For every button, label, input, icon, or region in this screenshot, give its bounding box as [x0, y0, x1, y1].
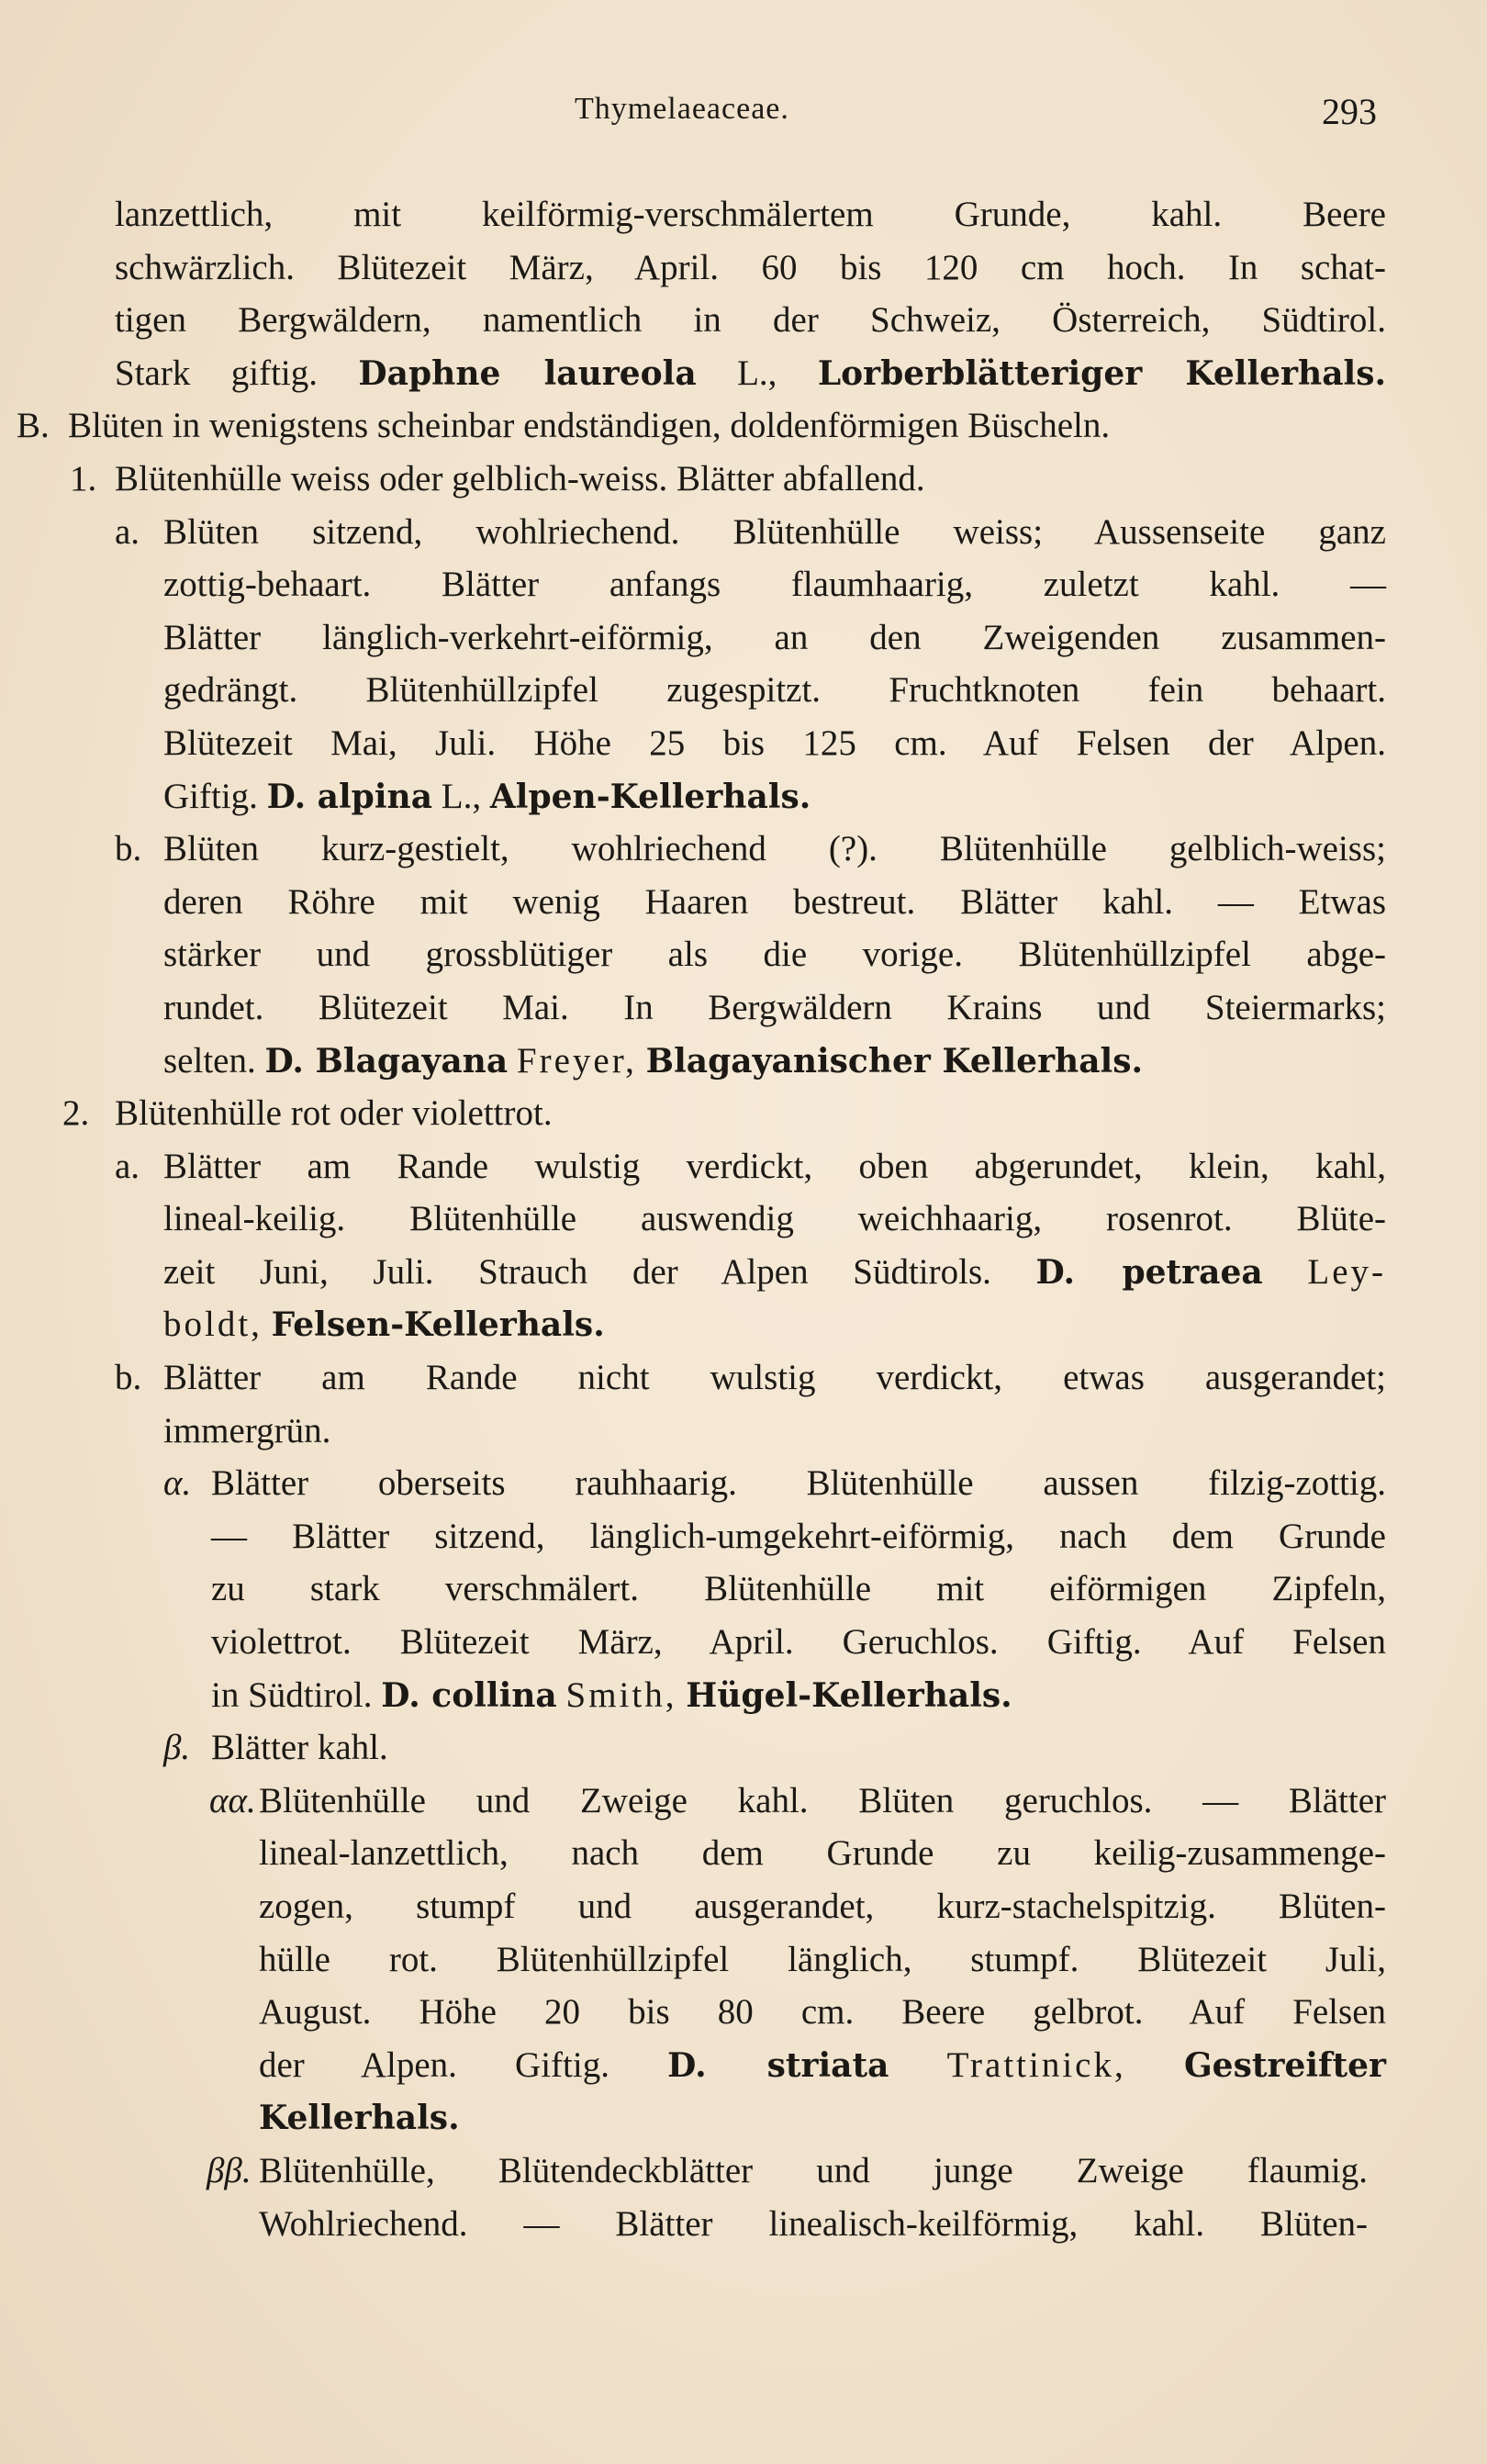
running-title: Thymelaeaceae.: [575, 92, 789, 126]
text-run: Blätter kahl.: [211, 1728, 388, 1768]
text-run: der Alpen. Giftig.: [259, 2044, 609, 2085]
key-line: [115, 823, 1386, 876]
text-line: [259, 2039, 1386, 2092]
text-line: [163, 664, 1386, 717]
text-run: Blüten in wenigstens scheinbar endständigen, doldenförmigen Büscheln.: [68, 406, 1111, 446]
text-run: zogen, stumpf und ausgerandet, kurz-stachelspitzig. Blüten-: [259, 1887, 1386, 1926]
text-run: Blüten sitzend, wohlriechend. Blütenhülle weiss; Aussenseite ganz: [163, 511, 1386, 552]
text-line: [163, 981, 1386, 1035]
text-line: [163, 1246, 1386, 1299]
text-run: zottig-behaart. Blätter anfangs flaumhaarig, zuletzt kahl. —: [163, 565, 1386, 605]
text-line: [211, 1562, 1386, 1616]
text-line: [115, 347, 1386, 400]
text-line: [163, 558, 1386, 611]
text-run: selten.: [163, 1040, 256, 1081]
key-label: αα.: [209, 1780, 256, 1820]
common-name: Felsen-Kellerhals.: [271, 1305, 605, 1345]
key-label: 2.: [62, 1093, 90, 1134]
text-run: Blütenhülle und Zweige kahl. Blüten geruchlos. — Blätter: [259, 1780, 1386, 1820]
text-run: tigen Bergwäldern, namentlich in der Schweiz, Österreich, Südtirol.: [115, 300, 1386, 341]
text-run: deren Röhre mit wenig Haaren bestreut. Blätter kahl. — Etwas: [163, 881, 1386, 922]
text-line: [259, 1933, 1386, 1987]
key-line: [209, 1775, 1386, 1828]
key-label: ββ.: [207, 2150, 252, 2190]
text-line: [259, 2091, 1386, 2145]
text-line: [163, 1298, 1386, 1351]
text-line: [259, 1880, 1386, 1933]
text-line: [163, 1035, 1311, 1088]
key-label: B.: [17, 406, 50, 446]
key-label: α.: [163, 1463, 192, 1504]
text-line: [211, 1510, 1386, 1563]
text-run: gedrängt. Blütenhüllzipfel zugespitzt. Fruchtknoten fein behaart.: [163, 670, 1386, 711]
key-label: 1.: [70, 458, 97, 498]
text-run: Blütezeit Mai, Juli. Höhe 25 bis 125 cm. Auf Felsen der Alpen.: [163, 722, 1386, 763]
common-name: Hügel-Kellerhals.: [686, 1675, 1012, 1715]
common-name: Kellerhals.: [259, 2099, 460, 2138]
text-run: zeit Juni, Juli. Strauch der Alpen Südtirols.: [163, 1251, 991, 1292]
key-line: [115, 1351, 1386, 1405]
common-name: Gestreifter: [1183, 2045, 1387, 2085]
text-run: Wohlriechend. — Blätter linealisch-keilförmig, kahl. Blüten-: [259, 2203, 1368, 2244]
key-label: b.: [115, 829, 142, 869]
text-run: Ley-: [1307, 1251, 1386, 1292]
species-name: D. alpina: [266, 777, 433, 816]
text-line: [115, 188, 1386, 241]
text-line: [163, 1193, 1386, 1246]
key-line: [163, 1457, 1386, 1510]
text-run: immergrün.: [163, 1410, 331, 1450]
species-name: Daphne laureola: [358, 353, 697, 393]
species-name: D. collina: [381, 1675, 557, 1715]
species-name: D. petraea: [1035, 1252, 1263, 1292]
text-line: [115, 241, 1386, 295]
text-run: lanzettlich, mit keilförmig-verschmälertem Grunde, kahl. Beere: [115, 195, 1386, 234]
text-run: Blütenhülle rot oder violettrot.: [115, 1093, 553, 1134]
text-run: lineal-lanzettlich, nach dem Grunde zu keilig-zusammenge-: [259, 1833, 1386, 1874]
text-run: Blätter oberseits rauhhaarig. Blütenhülle aussen filzig-zottig.: [211, 1463, 1386, 1504]
common-name: Blagayanischer Kellerhals.: [645, 1041, 1144, 1081]
text-run: Blütenhülle weiss oder gelblich-weiss. Blätter abfallend.: [115, 458, 925, 498]
text-run: Freyer,: [516, 1040, 637, 1081]
key-line: [62, 1087, 1386, 1140]
text-run: rundet. Blütezeit Mai. In Bergwäldern Krains und Steiermarks;: [163, 987, 1386, 1027]
text-line: [211, 1669, 1386, 1722]
text-run: L.,: [441, 776, 482, 816]
text-run: Stark giftig.: [115, 353, 318, 393]
text-line: [163, 611, 1386, 665]
text-run: Blätter am Rande wulstig verdickt, oben abgerundet, klein, kahl,: [163, 1146, 1386, 1186]
text-run: in Südtirol.: [211, 1674, 373, 1715]
text-run: Blüten kurz-gestielt, wohlriechend (?). Blütenhülle gelblich-weiss;: [163, 829, 1386, 869]
text-run: schwärzlich. Blütezeit März, April. 60 bis 120 cm hoch. In schat-: [115, 247, 1386, 287]
text-run: Blätter länglich-verkehrt-eiförmig, an den Zweigenden zusammen-: [163, 617, 1386, 657]
text-run: violettrot. Blütezeit März, April. Geruchlos. Giftig. Auf Felsen: [211, 1622, 1386, 1663]
key-label: β.: [163, 1728, 191, 1768]
key-label: a.: [115, 511, 140, 552]
text-run: L.,: [737, 353, 777, 393]
key-line: [163, 1721, 1386, 1775]
key-label: b.: [115, 1358, 142, 1398]
text-line: [259, 1986, 1386, 2039]
key-line: [70, 453, 1386, 506]
common-name: Alpen-Kellerhals.: [489, 777, 811, 816]
key-line: [207, 2145, 1368, 2198]
key-line: [115, 506, 1386, 559]
text-run: Blütenhülle, Blütendeckblätter und junge Zweige flaumig.: [259, 2150, 1368, 2190]
body-text: [0, 188, 1487, 2250]
text-run: Trattinick,: [946, 2044, 1126, 2085]
text-line: [259, 2198, 1368, 2251]
species-name: D. striata: [667, 2045, 889, 2085]
key-label: a.: [115, 1146, 140, 1186]
key-line: [115, 1140, 1386, 1193]
text-line: [163, 928, 1386, 981]
text-run: zu stark verschmälert. Blütenhülle mit eiförmigen Zipfeln,: [211, 1569, 1386, 1609]
text-line: [163, 1405, 1386, 1458]
text-run: Smith,: [565, 1674, 677, 1715]
text-line: [163, 770, 1386, 823]
text-line: [211, 1616, 1386, 1669]
text-run: boldt,: [163, 1305, 263, 1345]
text-run: stärker und grossblütiger als die vorige. Blütenhüllzipfel abge-: [163, 935, 1386, 975]
text-line: [163, 876, 1386, 929]
text-run: — Blätter sitzend, länglich-umgekehrt-eiförmig, nach dem Grunde: [211, 1516, 1386, 1556]
text-run: lineal-keilig. Blütenhülle auswendig weichhaarig, rosenrot. Blüte-: [163, 1199, 1386, 1239]
text-run: Giftig.: [163, 776, 258, 816]
key-line: [17, 399, 1386, 453]
text-run: Blätter am Rande nicht wulstig verdickt, etwas ausgerandet;: [163, 1358, 1386, 1398]
text-line: [115, 294, 1386, 347]
page-header: [0, 92, 1487, 138]
text-line: [163, 717, 1386, 770]
text-run: August. Höhe 20 bis 80 cm. Beere gelbrot. Auf Felsen: [259, 1992, 1386, 2033]
text-run: hülle rot. Blütenhüllzipfel länglich, stumpf. Blütezeit Juli,: [259, 1939, 1386, 1979]
species-name: D. Blagayana: [264, 1041, 509, 1081]
page-number: 293: [1322, 91, 1377, 132]
common-name: Lorberblätteriger Kellerhals.: [817, 353, 1386, 393]
text-line: [259, 1827, 1386, 1880]
